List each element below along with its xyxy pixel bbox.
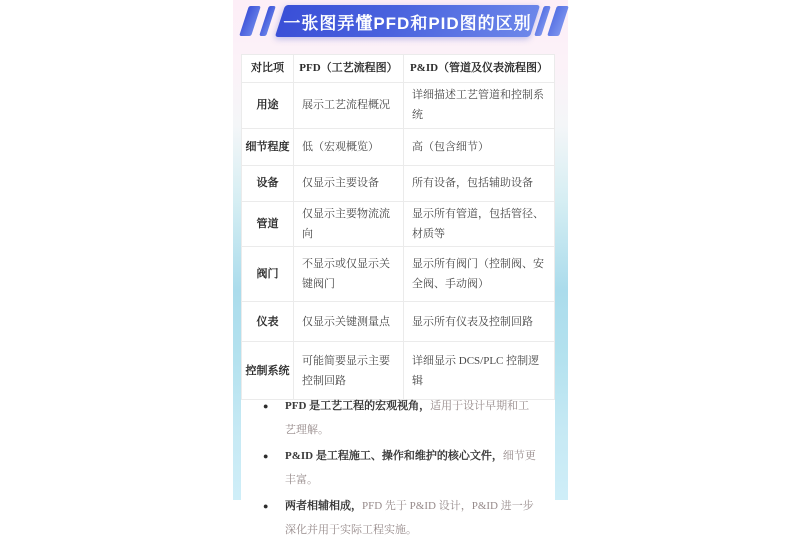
pfd-cell: 展示工艺流程概况	[294, 83, 404, 129]
header-pid: P&ID（管道及仪表流程图）	[404, 55, 555, 83]
table-row	[242, 83, 555, 129]
pfd-cell: 低（宏观概览）	[294, 128, 404, 165]
title-banner	[233, 5, 568, 37]
table-row	[242, 342, 555, 400]
table-header-row	[242, 55, 555, 83]
row-label: 设备	[242, 165, 294, 201]
pid-cell: 高（包含细节）	[404, 128, 555, 165]
pid-cell: 显示所有管道，包括管径、材质等	[404, 201, 555, 247]
note-bold: PFD 是工艺工程的宏观视角，	[285, 400, 431, 412]
row-label: 管道	[242, 201, 294, 247]
table-row	[242, 128, 555, 165]
bullet-icon: ●	[263, 401, 269, 411]
bullet-icon: ●	[263, 501, 269, 511]
note-text	[285, 494, 539, 542]
banner-slash-icon	[547, 6, 569, 36]
note-text	[285, 394, 539, 442]
table-row	[242, 165, 555, 201]
summary-notes	[263, 394, 539, 544]
table-row	[242, 201, 555, 247]
note-bold: 两者相辅相成，	[285, 500, 362, 512]
pfd-cell: 仅显示主要物流流向	[294, 201, 404, 247]
pid-cell: 详细描述工艺管道和控制系统	[404, 83, 555, 129]
banner-slash-icon	[259, 6, 276, 36]
note-rest: PFD 先于 P&ID 设计，P&ID 进一步深化并用于实际工程实施。	[285, 500, 534, 536]
note-text	[285, 444, 539, 492]
banner-slash-icon	[239, 6, 261, 36]
row-label: 仪表	[242, 302, 294, 342]
pfd-cell: 仅显示主要设备	[294, 165, 404, 201]
pid-cell: 显示所有仪表及控制回路	[404, 302, 555, 342]
pid-cell: 显示所有阀门（控制阀、安全阀、手动阀）	[404, 247, 555, 302]
note-item	[263, 394, 539, 442]
pfd-cell: 仅显示关键测量点	[294, 302, 404, 342]
note-bold: P&ID 是工程施工、操作和维护的核心文件，	[285, 450, 503, 462]
pid-cell: 所有设备，包括辅助设备	[404, 165, 555, 201]
content-panel	[241, 54, 555, 536]
note-rest: 细节更丰富。	[285, 450, 536, 486]
note-item	[263, 494, 539, 542]
table-row	[242, 247, 555, 302]
header-pfd: PFD（工艺流程图）	[294, 55, 404, 83]
pfd-cell: 可能简要显示主要控制回路	[294, 342, 404, 400]
header-compare-item: 对比项	[242, 55, 294, 83]
gradient-card	[233, 0, 568, 536]
pfd-cell: 不显示或仅显示关键阀门	[294, 247, 404, 302]
note-rest: 适用于设计早期和工艺理解。	[285, 400, 530, 436]
comparison-table	[241, 54, 555, 400]
bullet-icon: ●	[263, 451, 269, 461]
page-title: 一张图弄懂PFD和PID图的区别	[283, 13, 532, 33]
row-label: 控制系统	[242, 342, 294, 400]
row-label: 阀门	[242, 247, 294, 302]
row-label: 用途	[242, 83, 294, 129]
row-label: 细节程度	[242, 128, 294, 165]
table-row	[242, 302, 555, 342]
pid-cell: 详细显示 DCS/PLC 控制逻辑	[404, 342, 555, 400]
note-item	[263, 444, 539, 492]
